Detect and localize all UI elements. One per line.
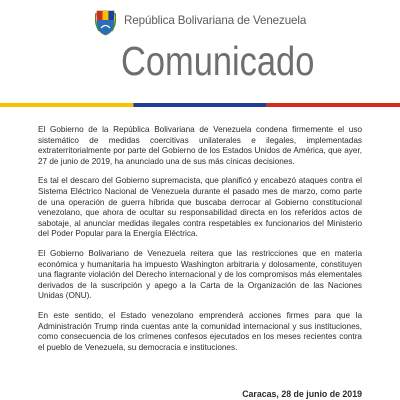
paragraph: El Gobierno de la República Bolivariana de Venezuela condena firmemente el uso sistemático de medidas coercitivas unilaterales e ilegales, implementadas extraterritorialmente por parte del Gobierno de los Estados Unidos de América, que ayer, 27 de junio de 2019, ha anunciado una de sus más cínicas decisiones. <box>38 125 362 166</box>
communique-body <box>38 125 362 362</box>
place-date-signoff: Caracas, 28 de junio de 2019 <box>242 389 362 399</box>
flag-stripe-red <box>267 103 400 107</box>
flag-stripe-blue <box>133 103 266 107</box>
paragraph: En este sentido, el Estado venezolano emprenderá acciones firmes para que la Administración Trump rinda cuentas ante la comunidad internacional y sus instituciones, como consecuencia de los crímenes confesos ejecutados en los meses recientes contra el pueblo de Venezuela, su democracia e instituciones. <box>38 310 362 352</box>
page-title: Comunicado <box>121 38 315 84</box>
institution-name: República Bolivariana de Venezuela <box>124 14 307 27</box>
flag-stripe-yellow <box>0 103 133 107</box>
paragraph: Es tal el descaro del Gobierno supremacista, que planificó y encabezó ataques contra el Sistema Eléctrico Nacional de Venezuela durante el pasado mes de marzo, como parte de una operación de guerra híbrida que buscaba derrocar al Gobierno constitucional venezolano, que ahora de ocultar su responsabilidad directa en los referidos actos de sabotaje, al anunciar medidas ilegales contra respetables ex funcionarios del Ministerio del Poder Popular para la Energía Eléctrica. <box>38 176 362 239</box>
venezuela-coat-of-arms-icon <box>95 9 116 36</box>
paragraph: El Gobierno Bolivariano de Venezuela reitera que las restricciones que en materia económica y humanitaria ha impuesto Washington arbitraria y dolosamente, constituyen una flagrante violación del Derecho internacional y de los compromisos más elementales derivados de la suscripción y apego a la Carta de la Organización de las Naciones Unidas (ONU). <box>38 248 362 301</box>
flag-stripe-divider <box>0 103 400 107</box>
